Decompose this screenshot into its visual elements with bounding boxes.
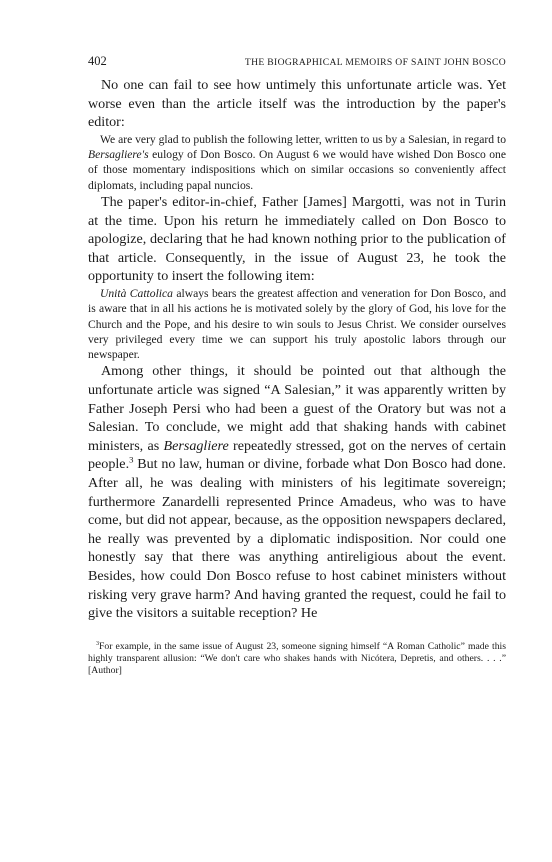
- quote-2-text-b: always bears the greatest affection and veneration for Don Bosco, and is aware that in all his actions he is motivated solely by the glory of God, his love for the Church and the Pope, and his desire to win souls to Jesus Christ. We consider ourselves very privileged every time we can support his truly apostolic labors through our newspaper.: [88, 286, 506, 362]
- footnote-reference: 3: [129, 454, 134, 465]
- paragraph-3-italic-title: Bersagliere: [163, 437, 229, 454]
- footnote: [88, 641, 506, 678]
- quote-1-italic-title: Bersagliere's: [88, 148, 149, 162]
- paragraph-3: [88, 362, 506, 622]
- paragraph-3-text-c: But no law, human or divine, forbade what Don Bosco had done. After all, he was dealing with ministers of his legitimate sovereign; furthermore Zanardelli represented Prince Amadeus, who was to have come, but did not appear, because, as the opposition newspapers declared, he really was prevented by a diplomatic indisposition. Nor could one honestly say that there was anything antireligious about the event. Besides, how could Don Bosco refuse to host cabinet ministers without risking very grave harm? And having granted the request, could he fail to give the visitors a suitable reception? He: [88, 456, 506, 622]
- quote-2-italic-title: Unità Cattolica: [100, 286, 173, 300]
- page-header: [88, 54, 506, 74]
- page-number: 402: [88, 54, 107, 68]
- block-quote-2: [88, 286, 506, 362]
- block-quote-1: [88, 132, 506, 193]
- paragraph-2: The paper's editor-in-chief, Father [James] Margotti, was not in Turin at the time. Upon his return he immediately called on Don Bosco to apologize, declaring that he had known nothing prior to the publication of that article. Consequently, in the issue of August 23, he took the opportunity to insert the following item:: [88, 193, 506, 285]
- quote-1-text-a: We are very glad to publish the following letter, written to us by a Salesian, in regard to: [100, 132, 506, 146]
- footnote-marker: 3: [96, 640, 99, 647]
- running-title: THE BIOGRAPHICAL MEMOIRS OF SAINT JOHN BOSCO: [244, 57, 506, 68]
- paragraph-1: No one can fail to see how untimely this unfortunate article was. Yet worse even than the article itself was the introduction by the paper's editor:: [88, 77, 506, 131]
- book-page: [88, 54, 506, 677]
- footnote-text: For example, in the same issue of August 23, someone signing himself “A Roman Catholic” made this highly transparent allusion: “We don't care who shakes hands with Nicótera, Depretis, and others. . . .” [Author]: [88, 640, 506, 677]
- paragraph-3-text-b: repeatedly stressed, got on the nerves of certain people.: [88, 437, 506, 473]
- quote-1-text-b: eulogy of Don Bosco. On August 6 we would have wished Don Bosco one of those momentary indispositions which on similar occasions so conveniently affect diplomats, including papal nuncios.: [88, 148, 506, 192]
- paragraph-3-text-a: Among other things, it should be pointed out that although the unfortunate article was signed “A Salesian,” it was apparently written by Father Joseph Persi who had been a guest of the Oratory but was not a Salesian. To conclude, we might add that shaking hands with cabinet ministers, as: [88, 363, 506, 454]
